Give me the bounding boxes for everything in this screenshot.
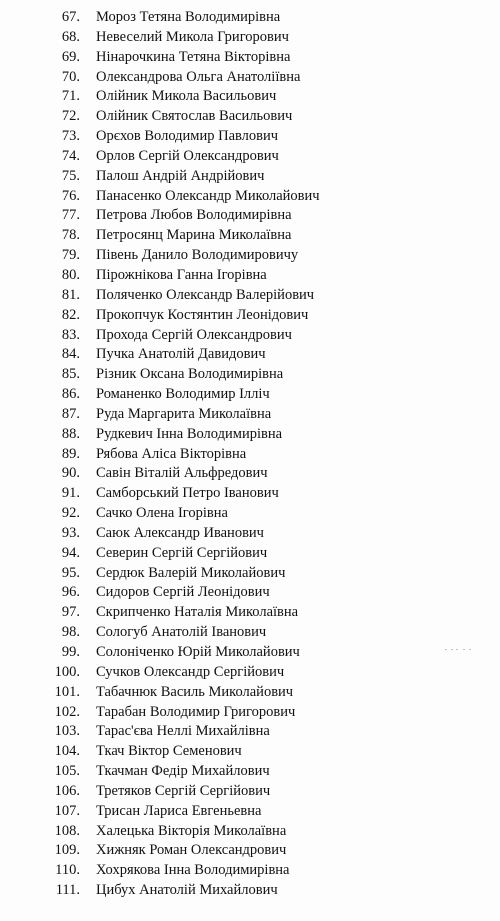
- person-name: Цибух Анатолій Михайлович: [96, 882, 278, 899]
- person-name: Рудкевич Інна Володимирівна: [96, 425, 283, 442]
- person-name: Сердюк Валерій Миколайович: [96, 564, 286, 581]
- list-item: [0, 8, 500, 28]
- item-number: 82.: [61, 306, 80, 323]
- person-name: Палош Андрій Андрійович: [96, 167, 265, 184]
- item-number: 99.: [61, 644, 80, 660]
- person-name: Сачко Олена Ігорівна: [96, 505, 228, 522]
- list-item: [0, 68, 500, 88]
- person-name: Северин Сергій Сергійович: [96, 544, 268, 561]
- item-number: 72.: [61, 108, 80, 125]
- list-item: [0, 345, 500, 365]
- person-name: Савін Віталій Альфредович: [96, 465, 268, 482]
- list-item: [0, 742, 500, 762]
- list-item: [0, 643, 500, 663]
- item-number: 76.: [61, 187, 80, 204]
- person-name: Тарас'єва Неллі Михайлівна: [96, 723, 270, 740]
- list-item: [0, 603, 500, 623]
- list-item: [0, 703, 500, 723]
- person-name: Тарабан Володимир Григорович: [96, 703, 296, 720]
- person-name: Хохрякова Інна Володимирівна: [96, 862, 290, 879]
- item-number: 67.: [61, 9, 80, 25]
- item-number: 84.: [61, 346, 80, 363]
- person-name: Олійник Святослав Васильович: [96, 108, 293, 125]
- person-name: Мороз Тетяна Володимирівна: [96, 9, 281, 25]
- item-number: 70.: [61, 68, 80, 85]
- name-list: [0, 8, 500, 901]
- item-number: 103.: [54, 723, 80, 740]
- person-name: Прохода Сергій Олександрович: [96, 326, 292, 343]
- list-item: [0, 782, 500, 802]
- person-name: Ткач Віктор Семенович: [96, 743, 242, 760]
- item-number: 95.: [61, 564, 80, 581]
- list-item: [0, 861, 500, 881]
- list-item: [0, 762, 500, 782]
- item-number: 98.: [61, 624, 80, 641]
- list-item: [0, 484, 500, 504]
- item-number: 73.: [61, 128, 80, 145]
- list-item: [0, 127, 500, 147]
- item-number: 74.: [61, 147, 80, 164]
- item-number: 69.: [61, 48, 80, 65]
- person-name: Петросянц Марина Миколаївна: [96, 227, 292, 244]
- list-item: [0, 524, 500, 544]
- person-name: Сологуб Анатолій Іванович: [96, 624, 267, 641]
- item-number: 105.: [54, 763, 80, 780]
- person-name: Рябова Аліса Вікторівна: [96, 445, 247, 462]
- list-item: [0, 623, 500, 643]
- person-name: Хижняк Роман Олександрович: [96, 842, 287, 859]
- item-number: 102.: [54, 703, 80, 720]
- list-item: [0, 504, 500, 524]
- item-number: 75.: [61, 167, 80, 184]
- person-name: Пучка Анатолій Давидович: [96, 346, 266, 363]
- list-item: [0, 206, 500, 226]
- item-number: 78.: [61, 227, 80, 244]
- item-number: 90.: [61, 465, 80, 482]
- list-item: [0, 464, 500, 484]
- item-number: 92.: [61, 505, 80, 522]
- person-name: Поляченко Олександр Валерійович: [96, 286, 315, 303]
- person-name: Нінарочкина Тетяна Вікторівна: [96, 48, 291, 65]
- person-name: Петрова Любов Володимирівна: [96, 207, 292, 224]
- person-name: Сидоров Сергій Леонідович: [96, 584, 270, 601]
- list-item: [0, 822, 500, 842]
- person-name: Прокопчук Костянтин Леонідович: [96, 306, 309, 323]
- person-name: Ткачман Федір Михайлович: [96, 763, 270, 780]
- item-number: 100.: [54, 663, 80, 680]
- item-number: 91.: [61, 485, 80, 502]
- person-name: Невеселий Микола Григорович: [96, 28, 289, 45]
- person-name: Орєхов Володимир Павлович: [96, 128, 279, 145]
- item-number: 109.: [54, 842, 80, 859]
- list-item: [0, 226, 500, 246]
- item-number: 96.: [61, 584, 80, 601]
- list-item: [0, 87, 500, 107]
- item-number: 93.: [61, 524, 80, 541]
- list-item: [0, 544, 500, 564]
- list-item: [0, 286, 500, 306]
- item-number: 107.: [54, 802, 80, 819]
- person-name: Олійник Микола Васильович: [96, 88, 277, 105]
- list-item: [0, 385, 500, 405]
- list-item: [0, 306, 500, 326]
- person-name: Халецька Вікторія Миколаївна: [96, 822, 287, 839]
- list-item: [0, 167, 500, 187]
- item-number: 85.: [61, 366, 80, 383]
- person-name: Руда Маргарита Миколаївна: [96, 405, 272, 422]
- item-number: 81.: [61, 286, 80, 303]
- person-name: Табачнюк Василь Миколайович: [96, 683, 294, 700]
- list-item: [0, 802, 500, 822]
- item-number: 88.: [61, 425, 80, 442]
- item-number: 80.: [61, 266, 80, 283]
- list-item: [0, 326, 500, 346]
- list-item: [0, 246, 500, 266]
- list-item: [0, 722, 500, 742]
- person-name: Панасенко Олександр Миколайович: [96, 187, 320, 204]
- list-item: [0, 405, 500, 425]
- item-number: 106.: [54, 782, 80, 799]
- list-item: [0, 147, 500, 167]
- person-name: Саюк Александр Иванович: [96, 524, 264, 541]
- person-name: Різник Оксана Володимирівна: [96, 366, 284, 383]
- item-number: 89.: [61, 445, 80, 462]
- list-item: [0, 28, 500, 48]
- list-item: [0, 683, 500, 703]
- item-number: 68.: [61, 28, 80, 45]
- item-number: 77.: [61, 207, 80, 224]
- list-item: [0, 266, 500, 286]
- person-name: Сучков Олександр Сергійович: [96, 663, 285, 680]
- item-number: 71.: [61, 88, 80, 105]
- person-name: Півень Данило Володимировичу: [96, 247, 299, 264]
- list-item: [0, 881, 500, 901]
- item-number: 108.: [54, 822, 80, 839]
- item-number: 104.: [54, 743, 80, 760]
- item-number: 86.: [61, 386, 80, 403]
- person-name: Олександрова Ольга Анатоліївна: [96, 68, 301, 85]
- person-name: Пірожнікова Ганна Ігорівна: [96, 266, 267, 283]
- list-item: [0, 445, 500, 465]
- person-name: Солоніченко Юрій Миколайович: [96, 644, 300, 660]
- list-item: [0, 583, 500, 603]
- person-name: Третяков Сергій Сергійович: [96, 782, 271, 799]
- item-number: 110.: [55, 862, 80, 879]
- person-name: Самборський Петро Іванович: [96, 485, 279, 502]
- list-item: [0, 663, 500, 683]
- list-item: [0, 365, 500, 385]
- item-number: 83.: [61, 326, 80, 343]
- item-number: 94.: [61, 544, 80, 561]
- list-item: [0, 841, 500, 861]
- scan-speck: [445, 648, 475, 652]
- list-item: [0, 187, 500, 207]
- list-item: [0, 48, 500, 68]
- person-name: Трисан Лариса Евгеньевна: [96, 802, 262, 819]
- person-name: Скрипченко Наталія Миколаївна: [96, 604, 299, 621]
- person-name: Орлов Сергій Олександрович: [96, 147, 279, 164]
- item-number: 79.: [61, 247, 80, 264]
- list-item: [0, 564, 500, 584]
- item-number: 87.: [61, 405, 80, 422]
- person-name: Романенко Володимир Ілліч: [96, 386, 270, 403]
- list-item: [0, 107, 500, 127]
- item-number: 111.: [55, 882, 80, 899]
- list-item: [0, 425, 500, 445]
- item-number: 101.: [54, 683, 80, 700]
- item-number: 97.: [61, 604, 80, 621]
